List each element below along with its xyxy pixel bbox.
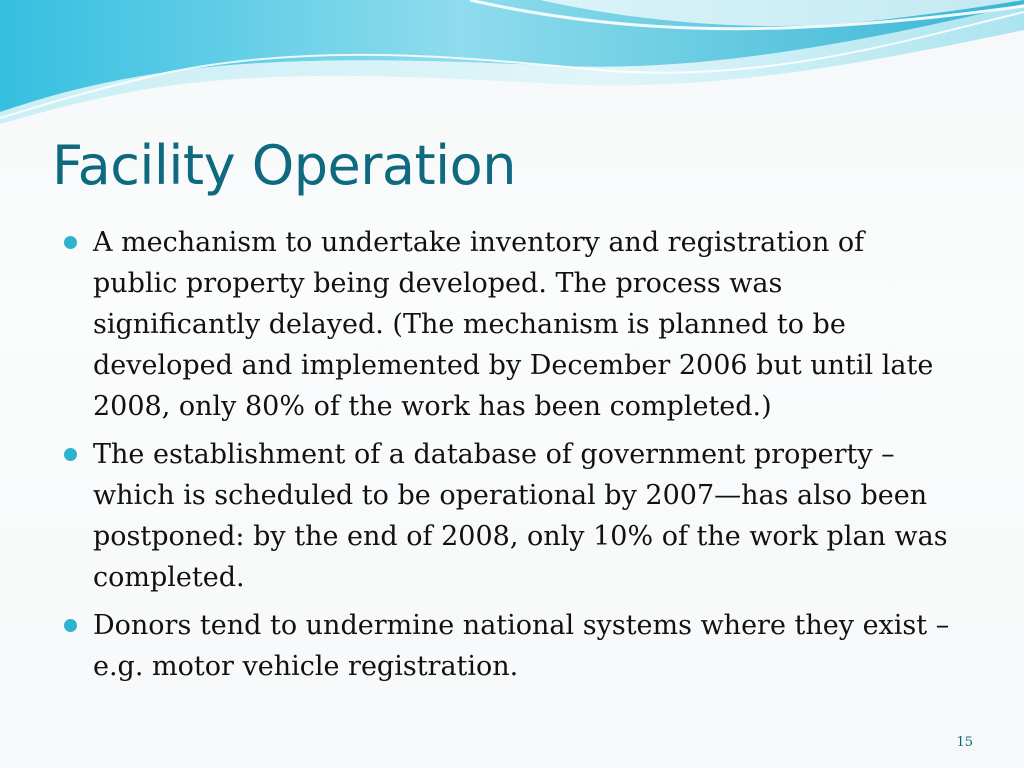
bullet-dot-icon (64, 619, 77, 632)
bullet-text: Donors tend to undermine national systems where they exist – e.g. motor vehicle registration. (93, 610, 950, 682)
page-number: 15 (956, 735, 973, 750)
bullet-text: A mechanism to undertake inventory and registration of public property being developed. The process was significantly delayed. (The mechanism is planned to be developed and implemented by December 2006 but until late 2008, only 80% of the work has been completed.) (93, 227, 934, 422)
bullet-dot-icon (64, 448, 77, 461)
list-item (64, 605, 954, 687)
slide-title: Facility Operation (52, 134, 516, 197)
list-item (64, 222, 954, 427)
list-item (64, 434, 954, 598)
bullet-dot-icon (64, 236, 77, 249)
bullet-text: The establishment of a database of government property – which is scheduled to be operational by 2007—has also been postponed: by the end of 2008, only 10% of the work plan was completed. (93, 439, 948, 593)
bullet-list (64, 222, 954, 694)
wave-decoration-icon (0, 0, 1024, 130)
